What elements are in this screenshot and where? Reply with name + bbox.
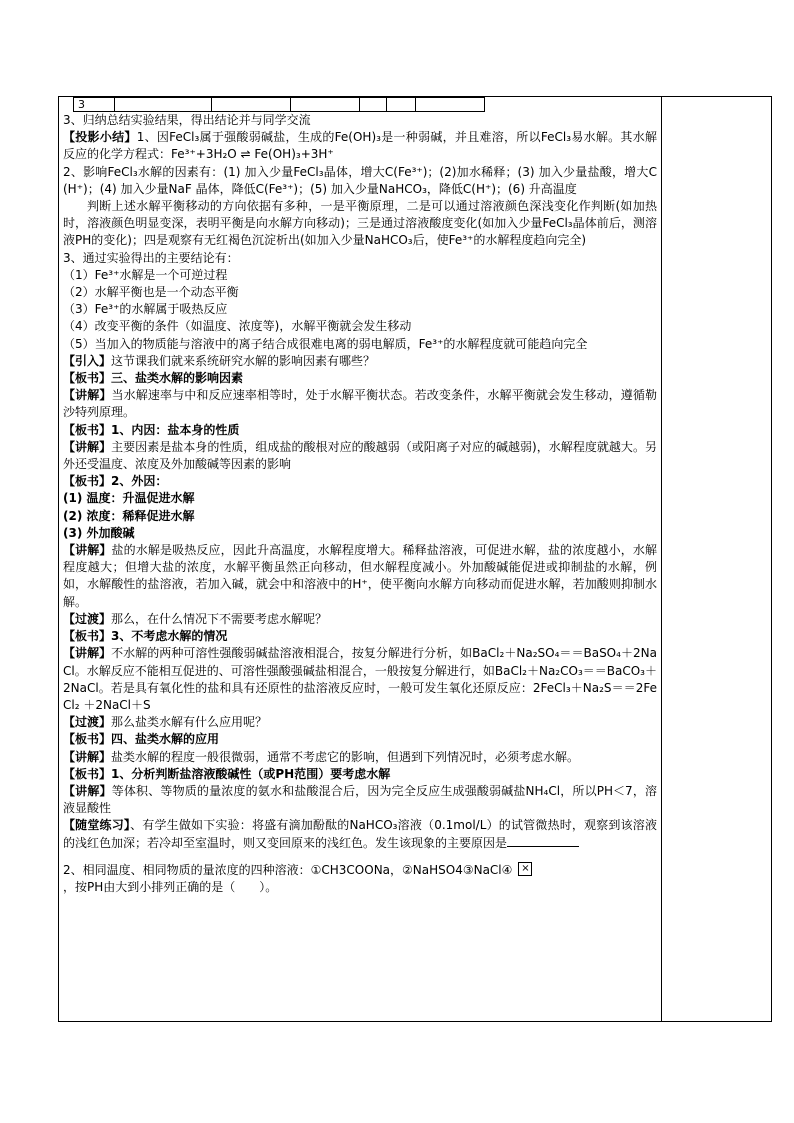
conclusion-4: （4）改变平衡的条件（如温度、浓度等)，水解平衡就会发生移动	[63, 319, 412, 334]
tag: 【讲解】	[63, 646, 112, 661]
broken-image-icon: ×	[518, 862, 532, 876]
row-number-cell: 3	[74, 98, 115, 112]
lecture-2	[63, 439, 657, 473]
factors-paragraph: 2、影响FeCl₃水解的因素有：(1) 加入少量FeCl₃晶体，增大C(Fe³⁺)；(2)加水稀释；(3) 加入少量盐酸，增大C(H⁺)；(4) 加入少量NaF 晶体，降低C(Fe³⁺)；(5) 加入少量NaHCO₃，降低C(H⁺)；(6) 升高温度	[63, 164, 657, 196]
transition-1	[63, 611, 657, 628]
projection-summary	[63, 129, 657, 163]
text: 四、盐类水解的应用	[111, 732, 220, 747]
spacer	[63, 852, 657, 862]
board-acidity-analysis	[63, 766, 657, 783]
judgement-paragraph: 判断上述水解平衡移动的方向依据有多种，一是平衡原理，二是可以通过溶液颜色深浅变化作判断(如加热时，溶液颜色明显变深，表明平衡是向水解方向移动)；三是通过溶液酸度变化(如加入少量FeCl₃晶体前后，测溶液PH的变化)；四是观察有无红褐色沉淀析出(如加入少量NaHCO₃后，使Fe³⁺的水解程度趋向完全)	[63, 199, 657, 248]
practice-1	[63, 817, 657, 851]
text: 三、盐类水解的影响因素	[111, 371, 244, 386]
lecture-4	[63, 645, 657, 714]
notes-column-divider	[661, 97, 662, 1021]
tag: 【引入】	[63, 353, 112, 368]
experiment-table-row	[73, 97, 485, 112]
practice-2-continued: ，按PH由大到小排列正确的是（ ）。	[63, 879, 278, 894]
text: 不水解的两种可溶性强酸弱碱盐溶液相混合，按复分解进行分析，如BaCl₂＋Na₂SO₄＝＝BaSO₄＋2NaCl。水解反应不能相互促进的、可溶性强酸强碱盐相混合，一般按复分解进行，如BaCl₂＋Na₂CO₃＝＝BaCO₃＋2NaCl。若是具有氧化性的盐和具有还原性的盐溶液反应时，一般可发生氧化还原反应：2FeCl₃＋Na₂S＝＝2FeCl₂ ＋2NaCl＋S	[63, 646, 657, 712]
text: 、有学生做如下实验：将盛有滴加酚酞的NaHCO₃溶液（0.1mol/L）的试管微热时，观察到该溶液的浅红色加深；若冷却至室温时，则又变回原来的浅红色。发生该现象的主要原因是	[63, 818, 657, 850]
board-no-hydrolysis	[63, 628, 657, 645]
empty-cell	[360, 98, 387, 112]
tag: 【随堂练习】	[63, 818, 131, 833]
introduction	[63, 353, 657, 370]
text: 盐类水解的程度一般很微弱，通常不考虑它的影响，但遇到下列情况时，必须考虑水解。	[111, 749, 580, 764]
text: 2、外因：	[111, 474, 168, 489]
lesson-table	[58, 96, 772, 1022]
board-heading-3	[63, 370, 657, 387]
empty-cell	[212, 98, 291, 112]
lecture-3	[63, 542, 657, 611]
tag: 【板书】	[63, 422, 112, 437]
text: 那么，在什么情况下不需要考虑水解呢？	[111, 611, 328, 626]
text: 主要因素是盐本身的性质，组成盐的酸根对应的酸越弱（或阳离子对应的碱越弱)，水解程度就越大。另外还受温度、浓度及外加酸碱等因素的影响	[63, 439, 657, 472]
empty-cell	[387, 98, 416, 112]
conclusion-1: （1）Fe³⁺水解是一个可逆过程	[63, 267, 228, 282]
tag: 【板书】	[63, 371, 112, 386]
board-applications	[63, 731, 657, 748]
conclusion-3: （3）Fe³⁺的水解属于吸热反应	[63, 302, 228, 317]
text: 1、内因：盐本身的性质	[111, 422, 240, 437]
empty-cell	[291, 98, 360, 112]
factor-concentration: (2) 浓度：稀释促进水解	[63, 508, 195, 523]
conclusion-5: （5）当加入的物质能与溶液中的离子结合成很难电离的弱电解质，Fe³⁺的水解程度就可能趋向完全	[63, 336, 588, 351]
lecture-6	[63, 783, 657, 817]
tag: 【板书】	[63, 766, 112, 781]
text: 3、不考虑水解的情况	[111, 629, 228, 644]
board-internal-factor	[63, 422, 657, 439]
factor-acid-base: (3) 外加酸碱	[63, 525, 135, 540]
lecture-1	[63, 387, 657, 421]
lecture-5	[63, 749, 657, 766]
tag: 【板书】	[63, 629, 112, 644]
tag: 【讲解】	[63, 439, 112, 454]
text: 等体积、等物质的量浓度的氨水和盐酸混合后，因为完全反应生成强酸弱碱盐NH₄Cl，所以PH＜7，溶液显酸性	[63, 783, 657, 816]
tag: 【讲解】	[63, 783, 112, 798]
text: 1、分析判断盐溶液酸碱性（或PH范围）要考虑水解	[111, 766, 391, 781]
tag: 【讲解】	[63, 749, 112, 764]
tag: 【板书】	[63, 474, 112, 489]
transition-2	[63, 714, 657, 731]
text: 1、因FeCl₃属于强酸弱碱盐，生成的Fe(OH)₃是一种弱碱，并且难溶，所以FeCl₃易水解。其水解反应的化学方程式：Fe³⁺+3H₂O ⇌ Fe(OH)₃+3H⁺	[63, 130, 657, 162]
empty-cell	[416, 98, 485, 112]
lesson-content	[63, 97, 657, 896]
board-external-factor	[63, 473, 657, 490]
practice-2	[63, 862, 657, 879]
conclusion-2: （2）水解平衡也是一个动态平衡	[63, 285, 239, 300]
empty-cell	[115, 98, 212, 112]
factor-temperature: (1) 温度：升温促进水解	[63, 491, 195, 506]
step-3-heading: 3、归纳总结实验结果，得出结论并与同学交流	[63, 113, 311, 127]
text: 当水解速率与中和反应速率相等时，处于水解平衡状态。若改变条件，水解平衡就会发生移动，遵循勒沙特列原理。	[63, 388, 657, 420]
text: 盐的水解是吸热反应，因此升高温度，水解程度增大。稀释盐溶液，可促进水解，盐的浓度越小，水解程度越大；但增大盐的浓度，水解平衡虽然正向移动，但水解程度减小。外加酸碱能促进或抑制盐的水解，例如，水解酸性的盐溶液，若加入碱，就会中和溶液中的H⁺，使平衡向水解方向移动而促进水解，若加酸则抑制水解。	[63, 543, 657, 609]
conclusion-heading: 3、通过实验得出的主要结论有：	[63, 250, 239, 265]
tag: 【板书】	[63, 732, 112, 747]
tag: 【过渡】	[63, 715, 112, 730]
text: 2、相同温度、相同物质的量浓度的四种溶液：①CH3COONa，②NaHSO4③NaCl④	[63, 862, 513, 877]
tag: 【过渡】	[63, 611, 112, 626]
tag: 【讲解】	[63, 388, 112, 403]
tag: 【讲解】	[63, 543, 112, 558]
text: 那么盐类水解有什么应用呢？	[111, 715, 268, 730]
answer-blank[interactable]	[507, 836, 579, 847]
tag: 【投影小结】	[63, 130, 137, 145]
text: 这节课我们就来系统研究水解的影响因素有哪些？	[111, 353, 376, 368]
